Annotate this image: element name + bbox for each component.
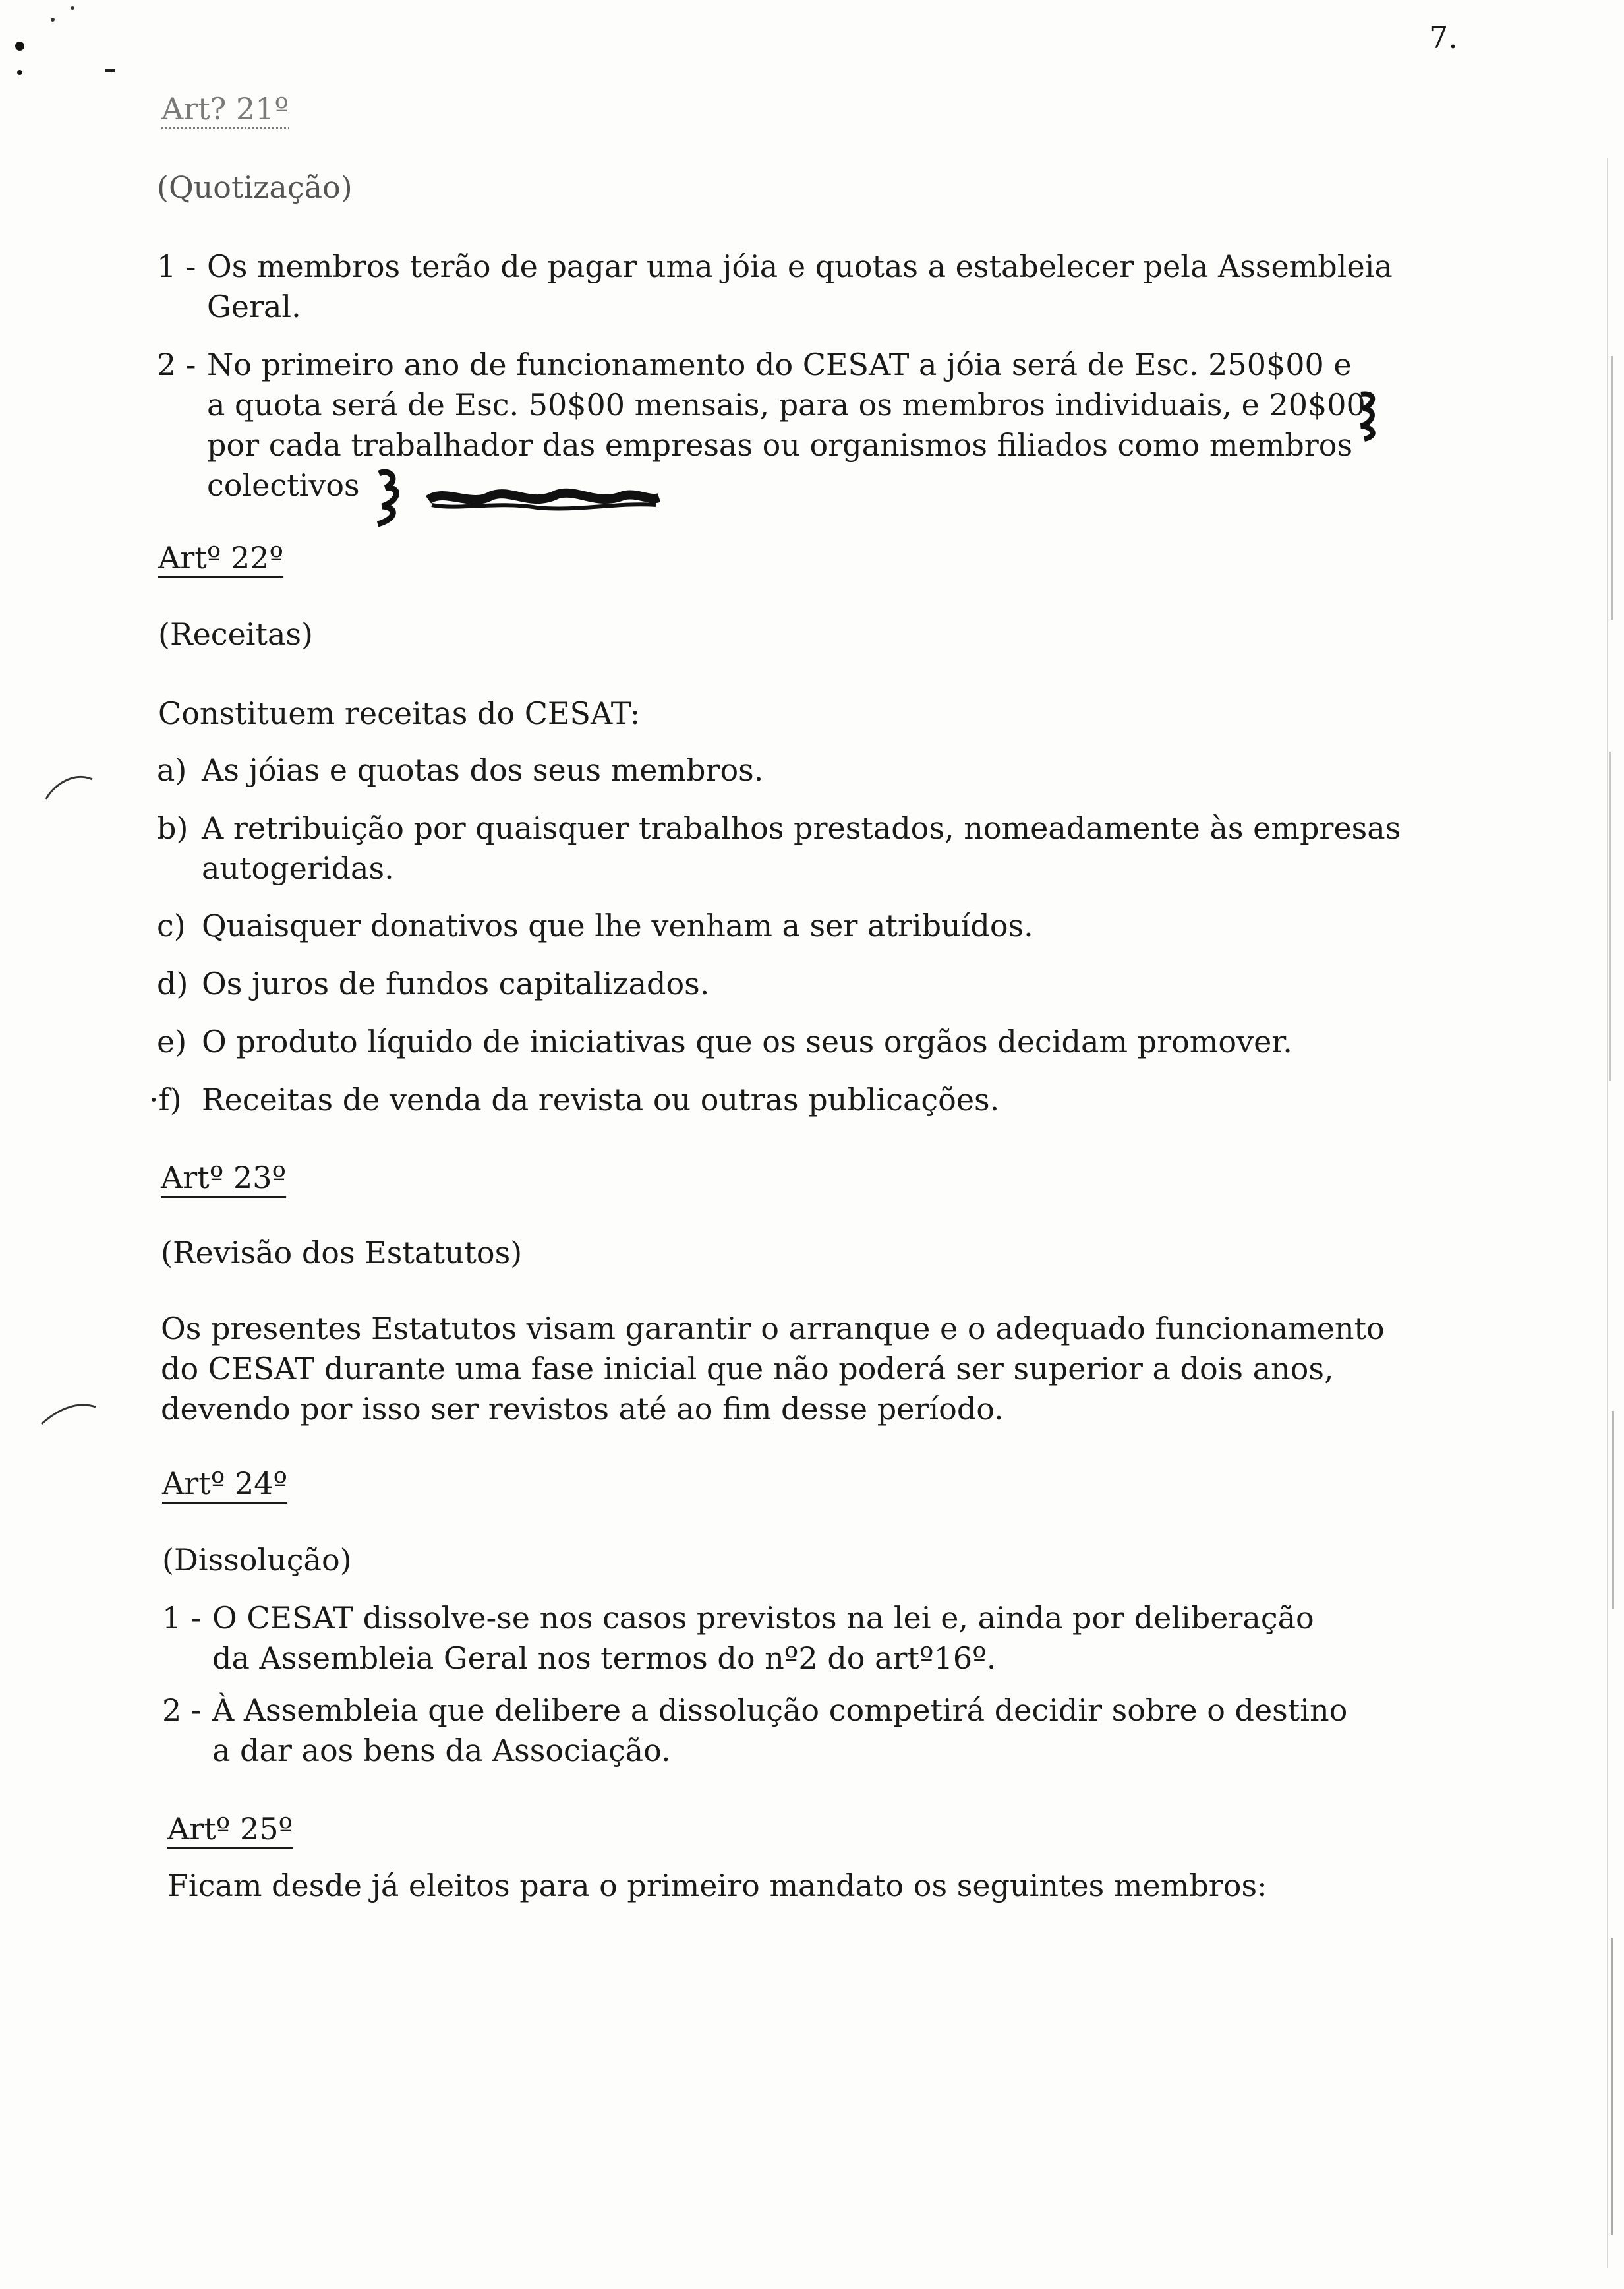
art22-item-d [157, 964, 1574, 1004]
art23-heading: Artº 23º [161, 1160, 287, 1195]
art24-subtitle: (Dissolução) [162, 1542, 352, 1578]
item-line: a dar aos bens da Associação. [212, 1733, 671, 1768]
item-marker: c) [157, 908, 186, 943]
item-line: Os membros terão de pagar uma jóia e quotas a estabelecer pela Assembleia [207, 249, 1393, 284]
art21-item-1 [157, 247, 1574, 327]
item-marker: e) [157, 1024, 187, 1059]
art22-item-a [157, 750, 1574, 790]
art22-item-f [149, 1080, 1573, 1120]
item-line: Receitas de venda da revista ou outras publicações. [202, 1082, 1000, 1117]
item-line: Quaisquer donativos que lhe venham a ser atribuídos. [202, 908, 1033, 943]
item-line: A retribuição por quaisquer trabalhos prestados, nomeadamente às empresas [202, 810, 1401, 846]
art24-heading: Artº 24º [162, 1466, 288, 1501]
art22-item-b [157, 808, 1574, 889]
item-marker: 2 - [162, 1692, 202, 1728]
item-marker: a) [157, 752, 187, 788]
art24-item-1 [162, 1598, 1579, 1679]
item-line: O CESAT dissolve-se nos casos previstos na lei e, ainda por deliberação [212, 1600, 1314, 1636]
art25-text: Ficam desde já eleitos para o primeiro mandato os seguintes membros: [167, 1868, 1267, 1903]
item-line: colectivos [207, 467, 360, 503]
art22-item-c [157, 906, 1574, 946]
art23-body [161, 1309, 1578, 1429]
art22-heading: Artº 22º [158, 540, 284, 576]
art25-heading: Artº 25º [167, 1811, 293, 1847]
item-line: autogeridas. [202, 850, 394, 886]
scan-specks [0, 0, 132, 92]
art22-item-e [157, 1022, 1574, 1062]
art22-subtitle: (Receitas) [158, 616, 313, 652]
item-marker: d) [157, 966, 188, 1001]
item-line: As jóias e quotas dos seus membros. [202, 752, 764, 788]
art21-heading: Art? 21º [161, 91, 289, 127]
item-line: Geral. [207, 289, 301, 324]
item-line: À Assembleia que delibere a dissolução competirá decidir sobre o destino [212, 1692, 1348, 1728]
item-marker: 1 - [157, 249, 196, 284]
handwritten-strikeout [366, 461, 676, 527]
scan-edge-noise [1595, 158, 1621, 2268]
page-number: 7. [1429, 20, 1458, 55]
item-marker: 1 - [162, 1600, 202, 1636]
item-marker: b) [157, 810, 188, 846]
paragraph-line: do CESAT durante uma fase inicial que não poderá ser superior a dois anos, [161, 1351, 1334, 1386]
margin-pencil-mark [41, 765, 100, 804]
item-marker: 2 - [157, 347, 196, 382]
item-line: No primeiro ano de funcionamento do CESAT a jóia será de Esc. 250$00 e [207, 347, 1352, 382]
art21-subtitle: (Quotização) [157, 169, 353, 205]
art22-intro: Constituem receitas do CESAT: [158, 696, 641, 731]
paragraph-line: Os presentes Estatutos visam garantir o arranque e o adequado funcionamento [161, 1311, 1385, 1346]
paragraph-line: devendo por isso ser revistos até ao fim desse período. [161, 1391, 1004, 1427]
art23-subtitle: (Revisão dos Estatutos) [161, 1235, 523, 1270]
item-line: a quota será de Esc. 50$00 mensais, para os membros individuais, e 20$00 [207, 387, 1366, 423]
item-line: da Assembleia Geral nos termos do nº2 do artº16º. [212, 1640, 997, 1676]
item-line: Os juros de fundos capitalizados. [202, 966, 710, 1001]
item-line: por cada trabalhador das empresas ou organismos filiados como membros [207, 427, 1353, 463]
art24-item-2 [162, 1690, 1579, 1771]
item-line: O produto líquido de iniciativas que os seus orgãos decidam promover. [202, 1024, 1292, 1059]
margin-pencil-mark [36, 1391, 102, 1431]
handwritten-mark [1351, 389, 1391, 442]
item-marker: ·f) [149, 1082, 182, 1117]
